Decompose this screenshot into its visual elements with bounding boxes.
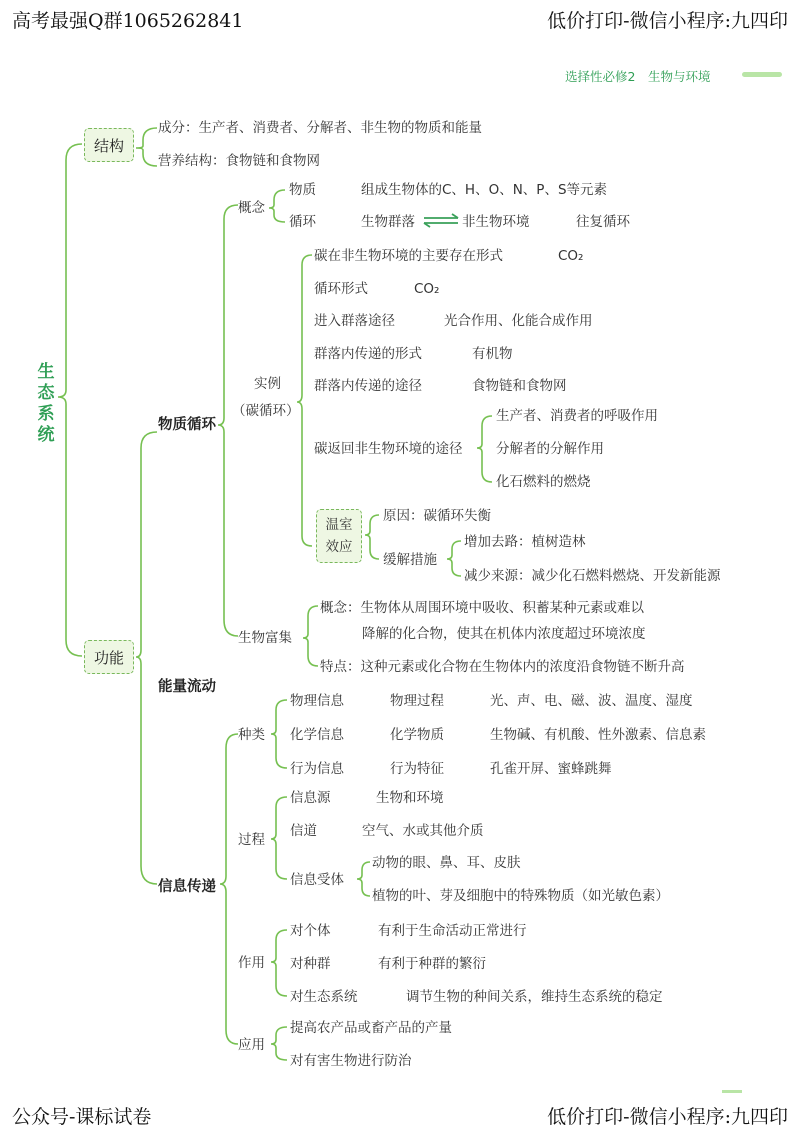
role-individual-effect: 有利于生命活动正常进行 [378,923,527,939]
application-yield: 提高农产品或畜产品的产量 [290,1020,452,1036]
structure-components: 成分：生产者、消费者、分解者、非生物的物质和能量 [158,120,482,136]
structure-trophic: 营养结构：食物链和食物网 [158,153,320,169]
role-individual: 对个体 [290,923,331,939]
banner-bar [742,72,782,77]
root-node: 生态系统 [37,362,55,445]
role-node: 作用 [238,955,265,971]
corner-mark [722,1090,742,1093]
channel-value: 空气、水或其他介质 [362,823,484,839]
bioaccumulation-concept-1: 概念：生物体从周围环境中吸收、积蓄某种元素或难以 [320,600,644,616]
type-behavioral: 行为信息 [290,761,344,777]
example-node: 实例 [254,376,281,392]
cycle-right: 非生物环境 [462,214,530,230]
type-behavioral-source: 行为特征 [390,761,444,777]
bioaccumulation-concept-2: 降解的化合物，使其在机体内浓度超过环境浓度 [362,626,646,642]
process-node: 过程 [238,832,265,848]
bioaccumulation-node: 生物富集 [238,630,292,646]
concept-node: 概念 [238,200,265,216]
greenhouse-node [316,509,362,563]
matter-label: 物质 [289,182,316,198]
energy-flow-node: 能量流动 [158,679,216,695]
role-population-effect: 有利于种群的繁衍 [378,956,486,972]
function-node: 功能 [84,640,134,674]
bioaccumulation-feature: 特点：这种元素或化合物在生物体内的浓度沿食物链不断升高 [320,659,685,675]
cycle-label: 循环 [289,214,316,230]
type-chemical-source: 化学物质 [390,727,444,743]
greenhouse-cause: 原因：碳循环失衡 [383,508,491,524]
carbon-main-form-label: 碳在非生物环境的主要存在形式 [314,248,503,264]
return-item-combustion: 化石燃料的燃烧 [496,474,591,490]
type-physical-source: 物理过程 [390,693,444,709]
channel-label: 信道 [290,823,317,839]
greenhouse-reduce: 减少来源：减少化石燃料燃烧、开发新能源 [464,568,721,584]
greenhouse-line1: 温室 [325,517,353,533]
material-cycle-node: 物质循环 [158,417,216,433]
structure-node: 结构 [84,128,134,162]
transfer-form-value: 有机物 [472,346,513,362]
carbon-main-form-value: CO₂ [558,248,584,264]
type-chemical: 化学信息 [290,727,344,743]
cycle-left: 生物群落 [361,214,415,230]
transfer-path-label: 群落内传递的途径 [314,378,422,394]
section-banner: 选择性必修2 生物与环境 [565,69,711,84]
example-sub: （碳循环） [232,403,300,419]
receiver-plant: 植物的叶、芽及细胞中的特殊物质（如光敏色素） [372,888,669,904]
cycle-form-value: CO₂ [414,281,440,297]
header-left: 高考最强Q群1065262841 [12,10,244,32]
info-source-value: 生物和环境 [376,790,444,806]
header-right: 低价打印-微信小程序:九四印 [547,10,788,32]
footer-left: 公众号-课标试卷 [12,1106,152,1128]
return-item-decomposition: 分解者的分解作用 [496,441,604,457]
role-ecosystem: 对生态系统 [290,989,358,1005]
matter-text: 组成生物体的C、H、O、N、P、S等元素 [361,182,608,198]
greenhouse-measures: 缓解措施 [383,552,437,568]
greenhouse-line2: 效应 [325,539,353,555]
return-item-respiration: 生产者、消费者的呼吸作用 [496,408,658,424]
footer-right: 低价打印-微信小程序:九四印 [547,1106,788,1128]
role-ecosystem-effect: 调节生物的种间关系，维持生态系统的稳定 [406,989,663,1005]
info-source-label: 信息源 [290,790,331,806]
return-label: 碳返回非生物环境的途径 [314,441,463,457]
type-behavioral-examples: 孔雀开屏、蜜蜂跳舞 [490,761,612,777]
transfer-form-label: 群落内传递的形式 [314,346,422,362]
type-physical-examples: 光、声、电、磁、波、温度、湿度 [490,693,693,709]
cycle-form-label: 循环形式 [314,281,368,297]
application-pest-control: 对有害生物进行防治 [290,1053,412,1069]
enter-value: 光合作用、化能合成作用 [444,313,593,329]
application-node: 应用 [238,1037,265,1053]
info-transfer-node: 信息传递 [158,879,216,895]
types-node: 种类 [238,727,265,743]
role-population: 对种群 [290,956,331,972]
type-physical: 物理信息 [290,693,344,709]
type-chemical-examples: 生物碱、有机酸、性外激素、信息素 [490,727,706,743]
greenhouse-increase: 增加去路：植树造林 [464,534,586,550]
enter-label: 进入群落途径 [314,313,395,329]
cycle-note: 往复循环 [576,214,630,230]
transfer-path-value: 食物链和食物网 [472,378,567,394]
receiver-label: 信息受体 [290,872,344,888]
receiver-animal: 动物的眼、鼻、耳、皮肤 [372,855,521,871]
